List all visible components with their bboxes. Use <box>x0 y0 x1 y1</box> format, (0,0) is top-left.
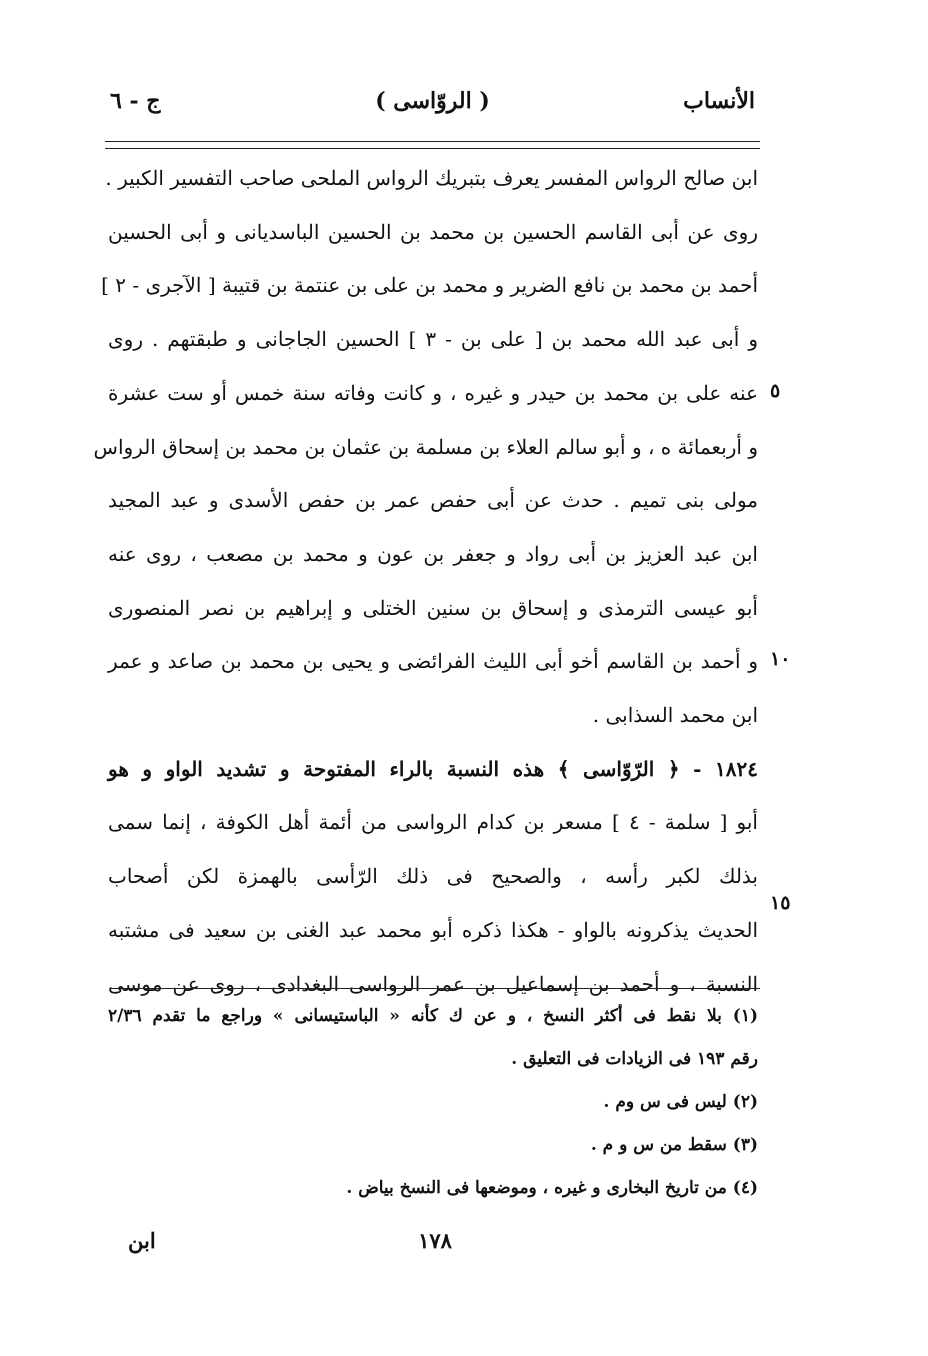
entry-heading-line: ١٨٢٤ - ﴿ الرّوّاسى ﴾ هذه النسبة بالراء المفتوحة و تشديد الواو و هو <box>108 756 758 781</box>
text-line: ابن صالح الرواس المفسر يعرف بتبريك الرواس الملحى صاحب التفسير الكبير . <box>105 166 758 190</box>
catchword: ابن <box>128 1228 156 1253</box>
footnote-2: (٢) ليس فى س وم . <box>603 1092 758 1112</box>
footnote-4: (٤) من تاريخ البخارى و غيره ، وموضعها فى النسخ بياض . <box>346 1178 758 1198</box>
text-line: بذلك لكبر رأسه ، والصحيح فى ذلك الرّأسى بالهمزة لكن أصحاب <box>108 864 758 889</box>
text-line: النسبة ، و أحمد بن إسماعيل بن عمر الرواسى البغدادى ، روى عن موسى <box>108 971 758 996</box>
footnote-1-continued: رقم ١٩٣ فى الزيادات فى التعليق . <box>511 1049 758 1069</box>
line-number-5: ٥ <box>770 380 781 402</box>
page-header <box>110 88 755 132</box>
text-line: عنه على بن محمد بن حيدر و غيره ، و كانت وفاته سنة خمس أو ست عشرة <box>108 380 758 405</box>
footnote-rule <box>110 988 760 989</box>
main-text <box>93 152 758 1011</box>
text-line: و أبى عبد الله محمد بن [ على بن - ٣ ] الحسين الجاجانى و طبقتهم . روى <box>108 327 758 352</box>
text-line: ابن عبد العزيز بن أبى رواد و جعفر بن عون و محمد بن مصعب ، روى عنه <box>108 541 758 566</box>
line-number-15: ١٥ <box>770 892 791 914</box>
text-line: ابن محمد السذابى . <box>592 703 758 728</box>
header-rule-bottom <box>105 148 760 149</box>
text-line: و أربعمائة ه ، و أبو سالم العلاء بن مسلمة بن عثمان بن محمد بن إسحاق الرواس <box>93 434 758 459</box>
header-rule-top <box>105 141 760 142</box>
book-title: الأنساب <box>683 88 755 114</box>
section-title: ( الروّاسى ) <box>375 88 490 114</box>
footnote-1: (١) بلا نقط فى أكثر النسخ ، و عن ك كأنه « الباستيسانى » وراجع ما تقدم ٢/٣٦ <box>108 1006 758 1026</box>
text-line: مولى بنى تميم . حدث عن أبى حفص عمر بن حفص الأسدى و عبد المجيد <box>108 488 758 513</box>
text-line: أبو عيسى الترمذى و إسحاق بن سنين الختلى و إبراهيم بن نصر المنصورى <box>108 595 758 620</box>
text-line: أبو [ سلمة - ٤ ] مسعر بن كدام الرواسى من أئمة أهل الكوفة ، إنما سمى <box>108 810 758 835</box>
line-number-10: ١٠ <box>770 648 791 670</box>
footnote-3: (٣) سقط من س و م . <box>590 1135 758 1155</box>
footnotes <box>108 995 758 1210</box>
text-line: الحديث يذكرونه بالواو - هكذا ذكره أبو محمد عبد الغنى بن سعيد فى مشتبه <box>108 917 758 942</box>
text-line: روى عن أبى القاسم الحسين بن محمد بن الحسين الباسديانى و أبى الحسين <box>108 219 758 244</box>
text-line: و أحمد بن القاسم أخو أبى الليث الفرائضى و يحيى بن محمد بن صاعد و عمر <box>108 649 758 674</box>
text-line: أحمد بن محمد بن نافع الضرير و محمد بن على بن عنتمة بن قتيبة [ الآجرى - ٢ ] <box>101 273 758 298</box>
page-number: ١٧٨ <box>418 1228 452 1253</box>
page-footer <box>110 1228 760 1268</box>
volume-number: ج - ٦ <box>110 88 161 114</box>
